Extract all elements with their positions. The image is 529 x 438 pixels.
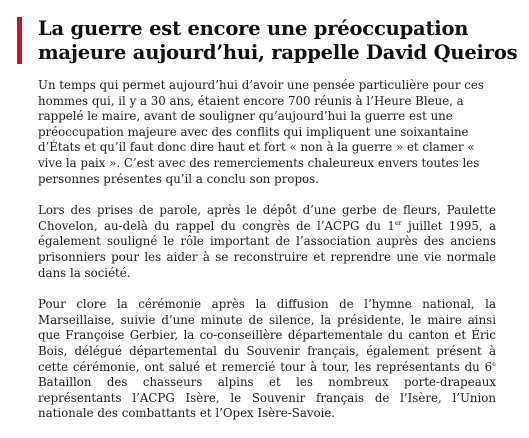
ordinal-suffix: er [394, 218, 402, 227]
paragraph-1: Un temps qui permet aujourd’hui d’avoir une pensée particulière pour ces hommes qui, il y a 30 ans, étaient encore 700 réunis à l’Heure Bleue, a rappelé le maire, avant de souligner qu’aujourd’hui la guerre est une préoccupation majeure avec des conflits qui impliquent une soixantaine d’États et qu’il faut donc dire haut et fort « non à la guerre » et clamer « vive la paix ». C’est avec des remerciements chaleureux envers toutes les personnes présentes qu’il a conclu son propos. [38, 78, 484, 186]
ordinal-suffix: e [492, 359, 496, 368]
article-body [38, 78, 496, 438]
article-headline: La guerre est encore une préoccupation majeure aujourd’hui, rappelle David Queiros [38, 17, 518, 64]
paragraph-3-text-start: Pour clore la cérémonie après la diffusion de l’hymne national, la Marseillaise, suivie d’une minute de silence, la présidente, le maire ainsi que Françoise Gerbier, la co-conseillère départementale du canton et Éric Bois, délégué départemental du Souvenir français, également présent à cette cérémonie, ont salué et remercié tour à tour, les représentants du 6 [38, 297, 496, 374]
paragraph-3 [38, 297, 496, 422]
paragraph-2 [38, 203, 496, 281]
paragraph-2-text-start: Lors des prises de parole, après le dépôt d’une gerbe de fleurs, Paulette Chovelon, au-delà du rappel du congrès de l’ACPG du 1 [38, 203, 496, 233]
paragraph-3-text-end: Bataillon des chasseurs alpins et les nombreux porte-drapeaux représentants l’ACPG Isère, le Souvenir français de l’Isère, l’Union nationale des combattants et l’Opex Isère-Savoie. [38, 375, 496, 421]
headline-accent-bar [17, 17, 22, 64]
paragraph-2-text-end: juillet 1995, a également souligné le rôle important de l’association auprès des anciens prisonniers pour les aider à se reconstruire et reprendre une vie normale dans la société. [38, 218, 496, 280]
